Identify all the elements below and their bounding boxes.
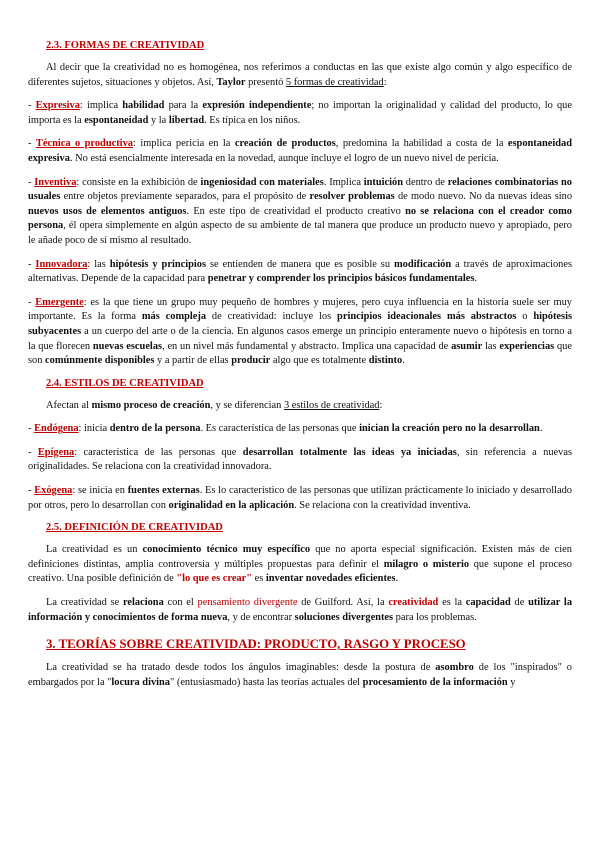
paragraph-endogena: - Endógena: inicia dentro de la persona. Es característica de las personas que inician la creación pero no la desarrollan. (28, 423, 543, 435)
paragraph-expresiva: - Expresiva: implica habilidad para la expresión independiente; no importan la originalidad y calidad del producto, lo que importa es la espontaneidad y la libertad. Es típica en los niños. (28, 100, 572, 126)
term-emergente: Emergente (35, 296, 84, 308)
term-tecnica: Técnica o productiva (35, 138, 133, 150)
paragraph-formas-intro: Al decir que la creatividad no es homogénea, nos referimos a conductas en las que existe algo común y algo específico de diferentes sujetos, situaciones y objetos. Así, Taylor presentó 5 formas de creatividad: (28, 62, 572, 88)
chapter-heading-teorias: 3. TEORÍAS SOBRE CREATIVIDAD: PRODUCTO, RASGO Y PROCESO (46, 637, 466, 652)
paragraph-inventiva: - Inventiva: consiste en la exhibición de ingeniosidad con materiales. Implica intuición dentro de relaciones combinatorias no usuales entre objetos previamente separados, para el propósito de resolver problemas de modo nuevo. No da nuevas ideas sino nuevos usos de elementos antiguos. En este tipo de creatividad el producto creativo no se relaciona con el creador como persona, él opera simplemente en algún aspecto de su ambiente de tal manera que produce un producto nuevo y apropiado, pero le añade poco de sí mismo al resultado. (28, 176, 573, 246)
paragraph-definicion-1: La creatividad es un conocimiento técnico muy específico que no aporta especial significación. Existen más de cien definiciones distintas, amplia controversia y múltiples propuestas para definir el milagro o misterio que supone el proceso creativo. Una posible definición de "lo que es crear" es inventar novedades eficientes. (28, 544, 572, 585)
section-heading-formas: 2.3. FORMAS DE CREATIVIDAD (46, 40, 205, 51)
paragraph-teorias-1: La creatividad se ha tratado desde todos los ángulos imaginables: desde la postura de asombro de los "inspirados" o embargados por la "locura divina" (entusiasmado) hasta las teorías actuales del procesamiento de la información y (28, 662, 573, 688)
paragraph-definicion-2: La creatividad se relaciona con el pensamiento divergente de Guilford. Así, la creatividad es la capacidad de utilizar la información y conocimientos de forma nueva, y de encontrar soluciones divergentes para los problemas. (28, 597, 573, 623)
paragraph-estilos-intro: Afectan al mismo proceso de creación, y se diferencian 3 estilos de creatividad: (46, 399, 383, 411)
term-expresiva: Expresiva (35, 100, 80, 112)
paragraph-innovadora: - Innovadora: las hipótesis y principios se entienden de manera que es posible su modificación a través de aproximaciones alternativas. Depende de la capacidad para penetrar y comprender los principios básicos fundamentales. (28, 258, 573, 285)
term-epigena: Epígena (37, 446, 75, 458)
section-heading-definicion: 2.5. DEFINICIÓN DE CREATIVIDAD (46, 522, 223, 534)
term-inventiva: Inventiva (34, 176, 77, 188)
paragraph-epigena: - Epígena: característica de las personas que desarrollan totalmente las ideas ya iniciadas, sin referencia a nuevas originalidades. Se relaciona con la creatividad innovadora. (28, 446, 573, 473)
term-exogena: Exógena (34, 485, 73, 497)
section-heading-estilos: 2.4. ESTILOS DE CREATIVIDAD (46, 377, 204, 389)
term-endogena: Endógena (34, 423, 79, 435)
paragraph-tecnica: - Técnica o productiva: implica pericia en la creación de productos, predomina la habilidad a costa de la espontaneidad expresiva. No está esencialmente interesada en la novedad, aunque incluye el logro de un nuevo nivel de pericia. (28, 138, 572, 164)
paragraph-exogena: - Exógena: se inicia en fuentes externas. Es lo característico de las personas que utilizan prácticamente lo iniciado y desarrollado por otros, pero lo desarrollan con originalidad en la aplicación. Se relaciona con la creatividad inventiva. (28, 485, 572, 511)
term-innovadora: Innovadora (35, 258, 88, 270)
paragraph-emergente: - Emergente: es la que tiene un grupo muy pequeño de hombres y mujeres, pero cuya influencia en la historia suele ser muy importante. Es la forma más compleja de creatividad: incluye los principios ideacionales más abstractos o hipótesis subyacentes a un cuerpo del arte o de la ciencia. En algunos casos emerge un principio enteramente nuevo o hipótesis en torno a la que florecen nuevas escuelas, en un nivel más fundamental y abstracto. Implica una capacidad de asumir las experiencias que son comúnmente disponibles y a partir de ellas producir algo que es totalmente distinto. (28, 296, 573, 367)
